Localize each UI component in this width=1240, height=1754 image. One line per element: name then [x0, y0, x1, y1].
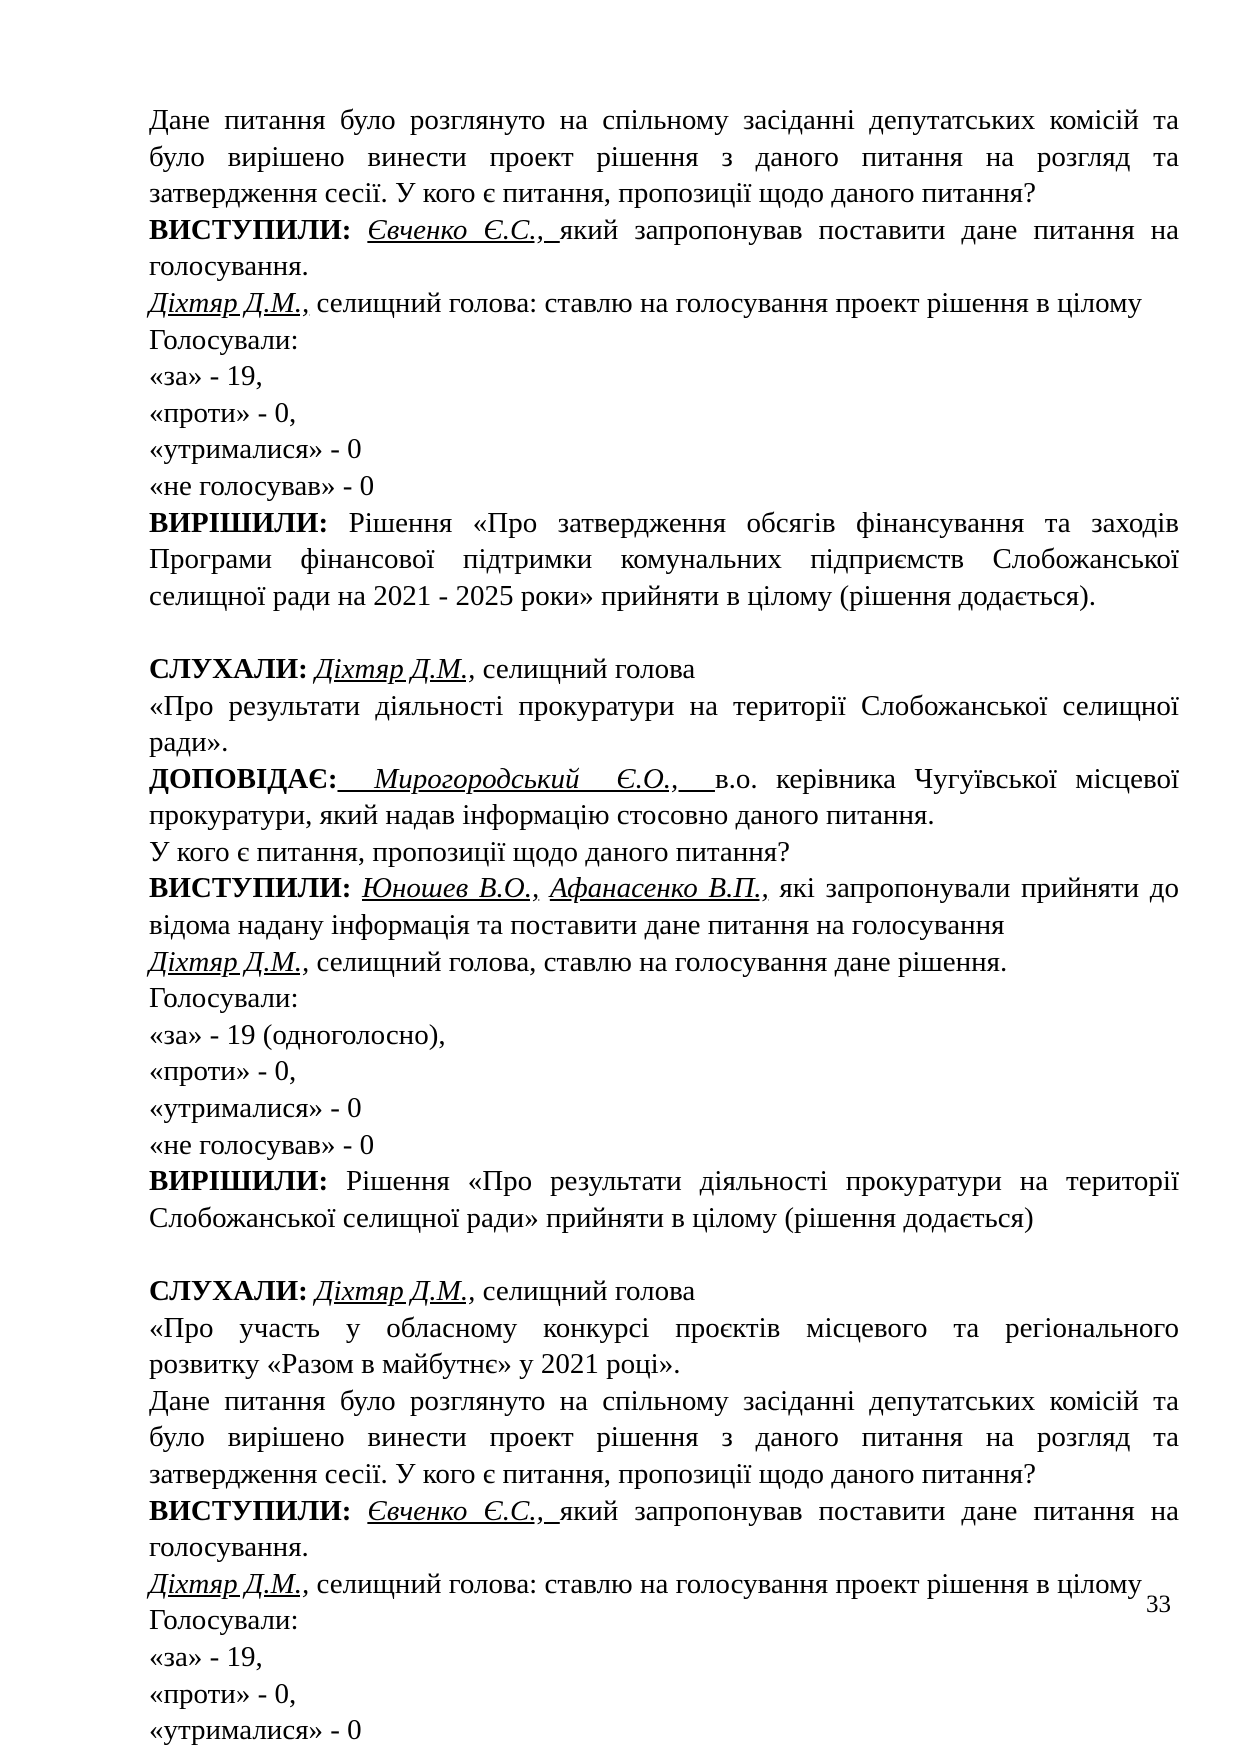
person-name: Діхтяр Д.М.,	[149, 286, 310, 319]
person-name: Діхтяр Д.М.,	[149, 1567, 310, 1600]
vote-against: «проти» - 0,	[149, 1055, 297, 1088]
heard-line: СЛУХАЛИ: Діхтяр Д.М., селищний голова	[149, 652, 696, 685]
text-line: «Про участь у обласному конкурсі проєктів місцевого та регіонального	[149, 1311, 1179, 1344]
vote-against: «проти» - 0,	[149, 1677, 297, 1710]
chair-line: Діхтяр Д.М., селищний голова: ставлю на голосування проект рішення в цілому	[149, 1567, 1142, 1600]
text-line: Слобожанської селищної ради» прийняти в цілому (рішення додається)	[149, 1201, 1034, 1234]
decision-line: ВИРІШИЛИ: Рішення «Про затвердження обсягів фінансування та заходів	[149, 506, 1180, 539]
vote-for: «за» - 19,	[149, 360, 263, 393]
person-name: Діхтяр Д.М.,	[315, 652, 476, 685]
vote-header: Голосували:	[149, 1604, 299, 1637]
vote-for: «за» - 19 (одноголосно),	[149, 1018, 446, 1051]
person-name: Мирогородський Є.О.,	[337, 762, 715, 795]
person-name: Євченко Є.С.,	[367, 1494, 560, 1527]
text-line: розвитку «Разом в майбутнє» у 2021 році».	[149, 1348, 681, 1381]
text-line: Дане питання було розглянуто на спільному засіданні депутатських комісій та	[149, 1384, 1179, 1417]
vote-abstain: «утрималися» - 0	[149, 433, 362, 466]
text-line: «Про результати діяльності прокуратури на території Слобожанської селищної	[149, 689, 1179, 722]
speakers-line: ВИСТУПИЛИ: Юношев В.О., Афанасенко В.П., які запропонували прийняти до	[149, 872, 1179, 905]
heard-line: СЛУХАЛИ: Діхтяр Д.М., селищний голова	[149, 1275, 696, 1307]
section-label: ВИРІШИЛИ:	[149, 506, 329, 539]
text-line: Програми фінансової підтримки комунальних підприємств Слобожанської	[149, 543, 1179, 576]
section-label: ДОПОВІДАЄ:	[149, 762, 338, 795]
person-name: Євченко Є.С.,	[367, 213, 560, 246]
text-line: ради».	[149, 726, 229, 759]
speakers-line: ВИСТУПИЛИ: Євченко Є.С., який запропонував поставити дане питання на	[149, 213, 1179, 246]
decision-line: ВИРІШИЛИ: Рішення «Про результати діяльності прокуратури на території	[149, 1165, 1179, 1198]
vote-against: «проти» - 0,	[149, 396, 297, 429]
chair-line: Діхтяр Д.М., селищний голова: ставлю на голосування проект рішення в цілому	[149, 286, 1142, 319]
section-label: СЛУХАЛИ:	[149, 652, 308, 685]
text-line: було вирішено винести проект рішення з даного питання на розгляд та	[149, 140, 1179, 173]
text-line: відома надану інформація та поставити дане питання на голосування	[149, 909, 1005, 942]
vote-abstain: «утрималися» - 0	[149, 1092, 362, 1125]
person-name: Афанасенко В.П.,	[549, 872, 769, 905]
text-line: затвердження сесії. У кого є питання, пропозиції щодо даного питання?	[149, 177, 1036, 210]
chair-line: Діхтяр Д.М., селищний голова, ставлю на голосування дане рішення.	[149, 945, 1008, 978]
vote-header: Голосували:	[149, 323, 299, 356]
text-line: прокуратури, який надав інформацію стосовно даного питання.	[149, 799, 935, 832]
person-name: Діхтяр Д.М.,	[315, 1275, 476, 1307]
text-line: було вирішено винести проект рішення з даного питання на розгляд та	[149, 1421, 1179, 1454]
person-name: Діхтяр Д.М.,	[149, 945, 310, 978]
vote-not-voted: «не голосував» - 0	[149, 469, 375, 502]
text-line: У кого є питання, пропозиції щодо даного питання?	[149, 835, 790, 868]
text-line: голосування.	[149, 1531, 309, 1564]
text-line: селищної ради на 2021 - 2025 роки» прийняти в цілому (рішення додається).	[149, 579, 1097, 612]
blank-line	[149, 1236, 1179, 1273]
section-label: ВИРІШИЛИ:	[149, 1165, 329, 1198]
text-line: голосування.	[149, 250, 309, 283]
text-line: затвердження сесії. У кого є питання, пропозиції щодо даного питання?	[149, 1457, 1036, 1490]
section-label: СЛУХАЛИ:	[149, 1275, 308, 1307]
reporter-line: ДОПОВІДАЄ: Мирогородський Є.О., в.о. керівника Чугуївської місцевої	[149, 762, 1179, 795]
vote-for: «за» - 19,	[149, 1640, 263, 1673]
section-label: ВИСТУПИЛИ:	[149, 872, 352, 905]
person-name: Юношев В.О.,	[362, 872, 540, 905]
speakers-line: ВИСТУПИЛИ: Євченко Є.С., який запропонував поставити дане питання на	[149, 1494, 1179, 1527]
text-line: Дане питання було розглянуто на спільному засіданні депутатських комісій та	[149, 104, 1179, 136]
document-page	[149, 102, 1179, 1749]
page-number: 33	[1146, 1591, 1171, 1618]
blank-line	[149, 614, 1179, 651]
vote-abstain: «утрималися» - 0	[149, 1714, 362, 1747]
section-label: ВИСТУПИЛИ:	[149, 213, 352, 246]
vote-header: Голосували:	[149, 982, 299, 1015]
vote-not-voted: «не голосував» - 0	[149, 1128, 375, 1161]
section-label: ВИСТУПИЛИ:	[149, 1494, 352, 1527]
